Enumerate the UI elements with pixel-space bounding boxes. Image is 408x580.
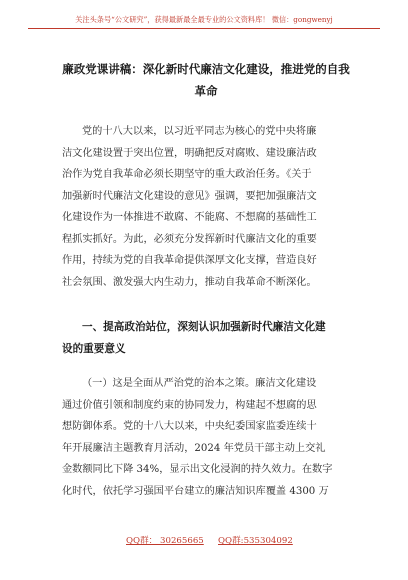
heading-line: 一、提高政治站位，深刻认识加强新时代廉洁文化建 <box>82 321 326 333</box>
qq-group-link-2[interactable]: QQ群:535304092 <box>218 536 293 546</box>
paragraph-line: 治作为党自我革命必须长期坚守的重大政治任务。《关于 <box>62 169 312 180</box>
paragraph-line: 程抓实抓好。为此，必须充分发挥新时代廉洁文化的重要 <box>62 233 317 245</box>
paragraph-line: 化建设作为一体推进不敢腐、不能腐、不想腐的基础性工 <box>62 212 317 223</box>
top-banner: 关注头条号“公文研究”，获得最新最全最专业的公文资料库！ 微信：gongwenyj <box>28 14 380 29</box>
section-heading-1 <box>62 317 352 360</box>
paragraph-line: 党的十八大以来，以习近平同志为核心的党中央将廉 <box>82 126 317 137</box>
paragraph-line: 社会氛围、激发强大内生动力，推动自我革命不断深化。 <box>62 276 317 288</box>
footer <box>0 534 408 550</box>
document-title-line-1: 廉政党课讲稿：深化新时代廉洁文化建设，推进党的自我 <box>62 62 350 76</box>
document-title-line-2: 革命 <box>194 84 218 98</box>
section-1-paragraph <box>62 373 350 502</box>
paragraph-line: 化时代，依托学习强国平台建立的廉洁知识库覆盖 4300 万 <box>62 485 329 497</box>
paragraph-line: 作用，持续为党的自我革命提供深厚文化支撑，营造良好 <box>62 255 317 266</box>
paragraph-line: 加强新时代廉洁文化建设的意见》强调，要把加强廉洁文 <box>62 190 317 202</box>
document-title <box>60 58 352 102</box>
intro-paragraph <box>62 121 350 293</box>
paragraph-line: 想防御体系。党的十八大以来，中央纪委国家监委连续十 <box>62 421 317 432</box>
paragraph-line: 通过价值引领和制度约束的协同发力，构建起不想腐的思 <box>62 399 317 411</box>
paragraph-line: 金数额同比下降 34%，显示出文化浸润的持久效力。在数字 <box>62 464 333 475</box>
heading-line: 设的重要意义 <box>62 342 126 355</box>
paragraph-line: 年开展廉洁主题教育月活动，2024 年党员干部主动上交礼 <box>62 442 326 454</box>
paragraph-line: （一）这是全面从严治党的治本之策。廉洁文化建设 <box>82 378 317 389</box>
qq-group-link-1[interactable]: QQ群： 30265665 <box>126 536 204 546</box>
paragraph-line: 洁文化建设置于突出位置，明确把反对腐败、建设廉洁政 <box>62 147 317 159</box>
